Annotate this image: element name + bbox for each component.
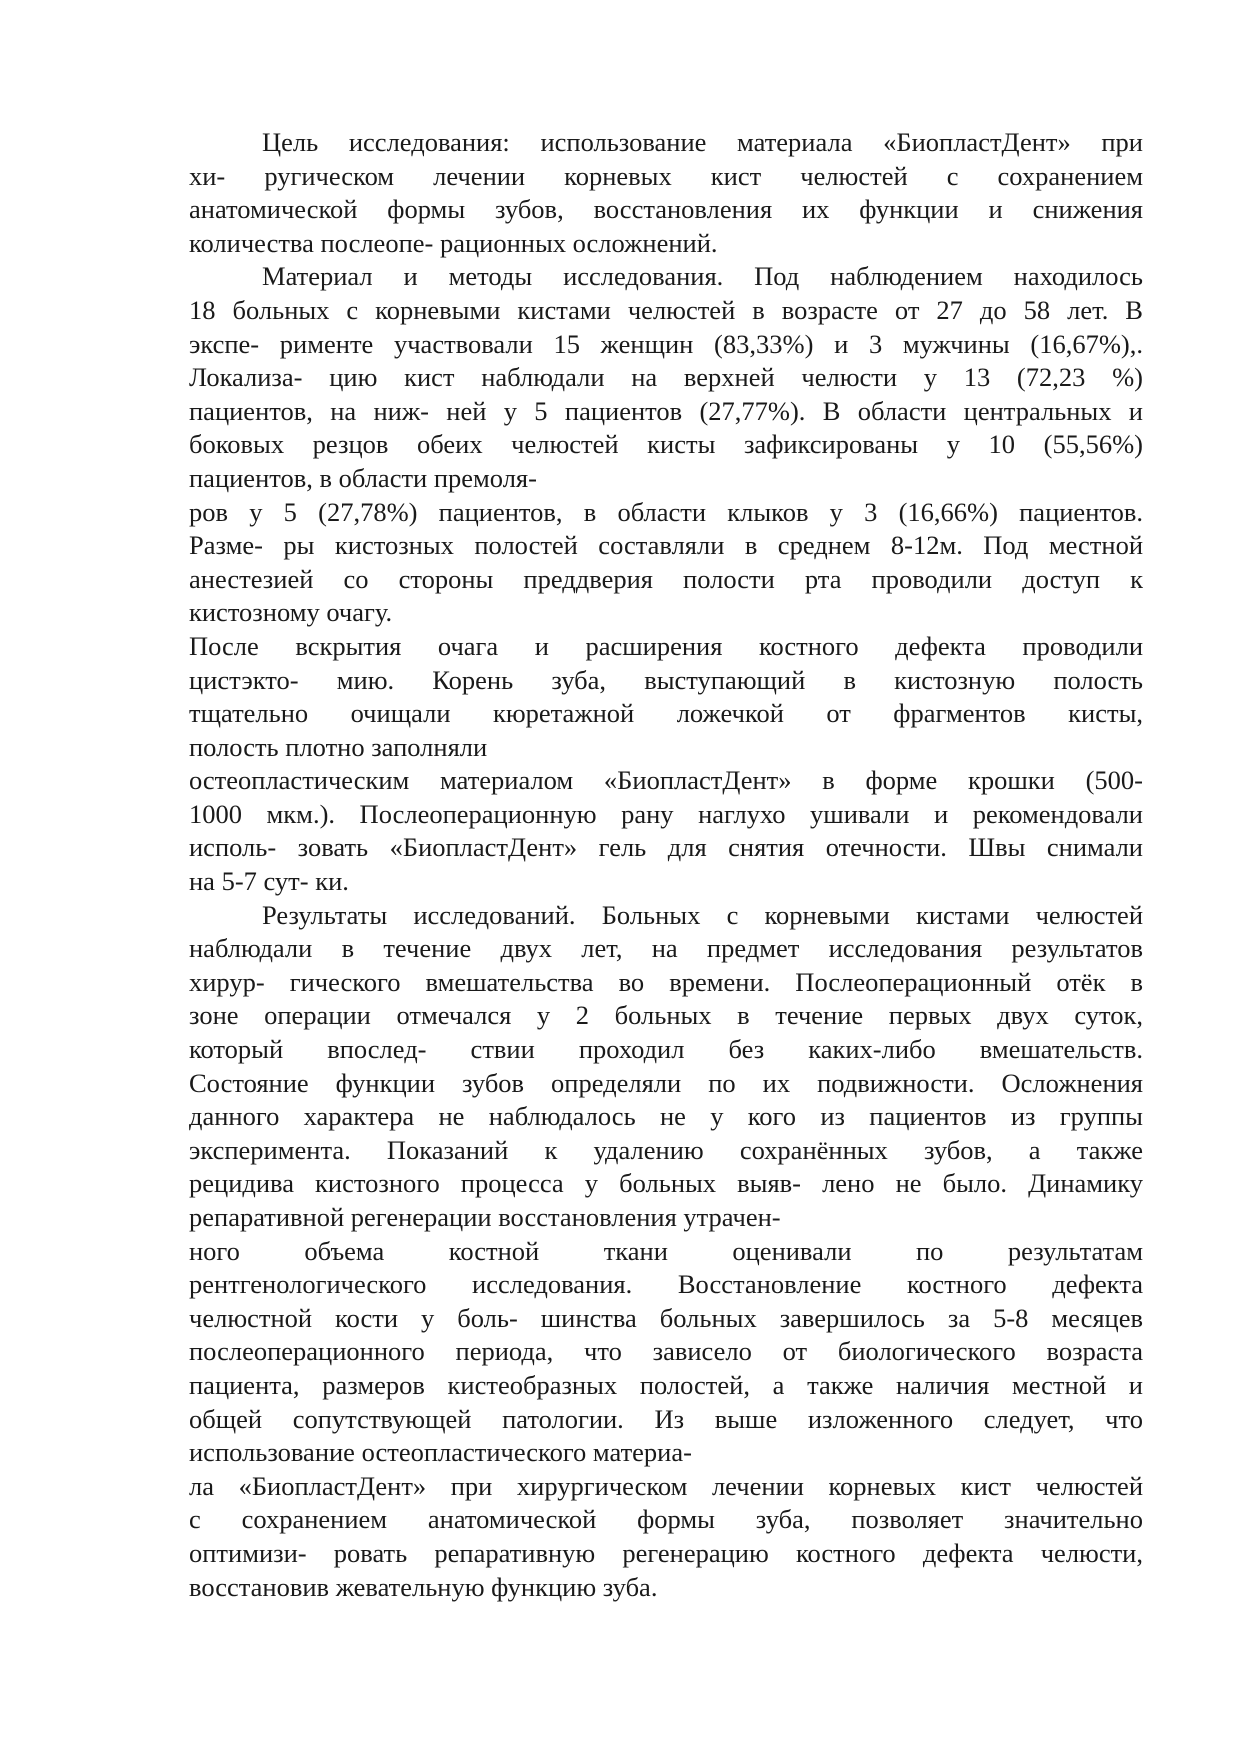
text-line: на 5-7 сут- ки. (189, 866, 349, 897)
text-line: общей сопутствующей патологии. Из выше изложенного следует, что (189, 1403, 1143, 1434)
text-line: Состояние функции зубов определяли по их подвижности. Осложнения (189, 1067, 1143, 1098)
text-line: хи- ругическом лечении корневых кист челюстей с сохранением (189, 160, 1143, 191)
paragraph (189, 260, 1143, 495)
paragraph (189, 1470, 1143, 1604)
text-line: Разме- ры кистозных полостей составляли в среднем 8-12м. Под местной (189, 530, 1143, 561)
text-line: ров у 5 (27,78%) пациентов, в области клыков у 3 (16,66%) пациентов. (189, 496, 1143, 527)
text-line: восстановив жевательную функцию зуба. (189, 1571, 658, 1602)
text-line: боковых резцов обеих челюстей кисты зафиксированы у 10 (55,56%) (189, 429, 1143, 460)
text-line: цистэкто- мию. Корень зуба, выступающий в кистозную полость (189, 664, 1143, 695)
text-line: экспе- рименте участвовали 15 женщин (83,33%) и 3 мужчины (16,67%),. (189, 328, 1143, 359)
text-line: эксперимента. Показаний к удалению сохранённых зубов, а также (189, 1134, 1143, 1165)
text-line: наблюдали в течение двух лет, на предмет исследования результатов (189, 933, 1143, 964)
text-line: репаративной регенерации восстановления утрачен- (189, 1202, 781, 1232)
text-line: анатомической формы зубов, восстановления их функции и снижения (189, 194, 1143, 225)
text-line: полость плотно заполняли (189, 731, 488, 762)
paragraph (189, 764, 1143, 898)
text-line: челюстной кости у боль- шинства больных завершилось за 5-8 месяцев (189, 1302, 1143, 1333)
text-line: использование остеопластического материа- (189, 1437, 692, 1468)
text-line: 18 больных с корневыми кистами челюстей в возрасте от 27 до 58 лет. В (189, 294, 1143, 325)
text-line: рецидива кистозного процесса у больных выяв- лено не было. Динамику (189, 1168, 1143, 1199)
text-line: пациента, размеров кистеобразных полостей, а также наличия местной и (189, 1369, 1143, 1400)
text-line: тщательно очищали кюретажной ложечкой от фрагментов кисты, (189, 698, 1143, 729)
text-line: пациентов, в области премоля- (189, 462, 537, 493)
text-line: послеоперационного периода, что зависело от биологического возраста (189, 1336, 1143, 1367)
text-line: 1000 мкм.). Послеоперационную рану наглухо ушивали и рекомендовали (189, 798, 1143, 829)
text-line: рентгенологического исследования. Восстановление костного дефекта (189, 1269, 1143, 1300)
paragraph (189, 899, 1143, 1235)
text-line: Локализа- цию кист наблюдали на верхней челюсти у 13 (72,23 %) (189, 362, 1143, 393)
paragraph (189, 1235, 1143, 1470)
text-line: зоне операции отмечался у 2 больных в течение первых двух суток, (189, 1000, 1143, 1031)
text-line: Результаты исследований. Больных с корневыми кистами челюстей (262, 899, 1143, 930)
text-line: остеопластическим материалом «БиопластДент» в форме крошки (500- (189, 765, 1143, 796)
paragraph (189, 496, 1143, 630)
text-line: с сохранением анатомической формы зуба, позволяет значительно (189, 1504, 1143, 1535)
text-line: хирур- гического вмешательства во времени. Послеоперационный отёк в (189, 966, 1143, 997)
text-line: После вскрытия очага и расширения костного дефекта проводили (189, 630, 1143, 661)
text-line: исполь- зовать «БиопластДент» гель для снятия отечности. Швы снимали (189, 832, 1143, 863)
text-line: который впослед- ствии проходил без каких-либо вмешательств. (189, 1034, 1143, 1065)
text-line: пациентов, на ниж- ней у 5 пациентов (27,77%). В области центральных и (189, 395, 1143, 426)
text-line: Материал и методы исследования. Под наблюдением находилось (262, 261, 1143, 292)
document-body (189, 126, 1143, 1604)
text-line: кистозному очагу. (189, 597, 393, 628)
text-line: ла «БиопластДент» при хирургическом лечении корневых кист челюстей (189, 1470, 1143, 1501)
paragraph (189, 126, 1143, 260)
paragraph (189, 630, 1143, 764)
text-line: анестезией со стороны преддверия полости рта проводили доступ к (189, 563, 1143, 594)
text-line: оптимизи- ровать репаративную регенерацию костного дефекта челюсти, (189, 1537, 1143, 1568)
text-line: Цель исследования: использование материала «БиопластДент» при (262, 127, 1143, 157)
text-line: количества послеопе- рационных осложнений. (189, 227, 718, 258)
text-line: ного объема костной ткани оценивали по результатам (189, 1235, 1143, 1266)
text-line: данного характера не наблюдалось не у кого из пациентов из группы (189, 1101, 1143, 1132)
